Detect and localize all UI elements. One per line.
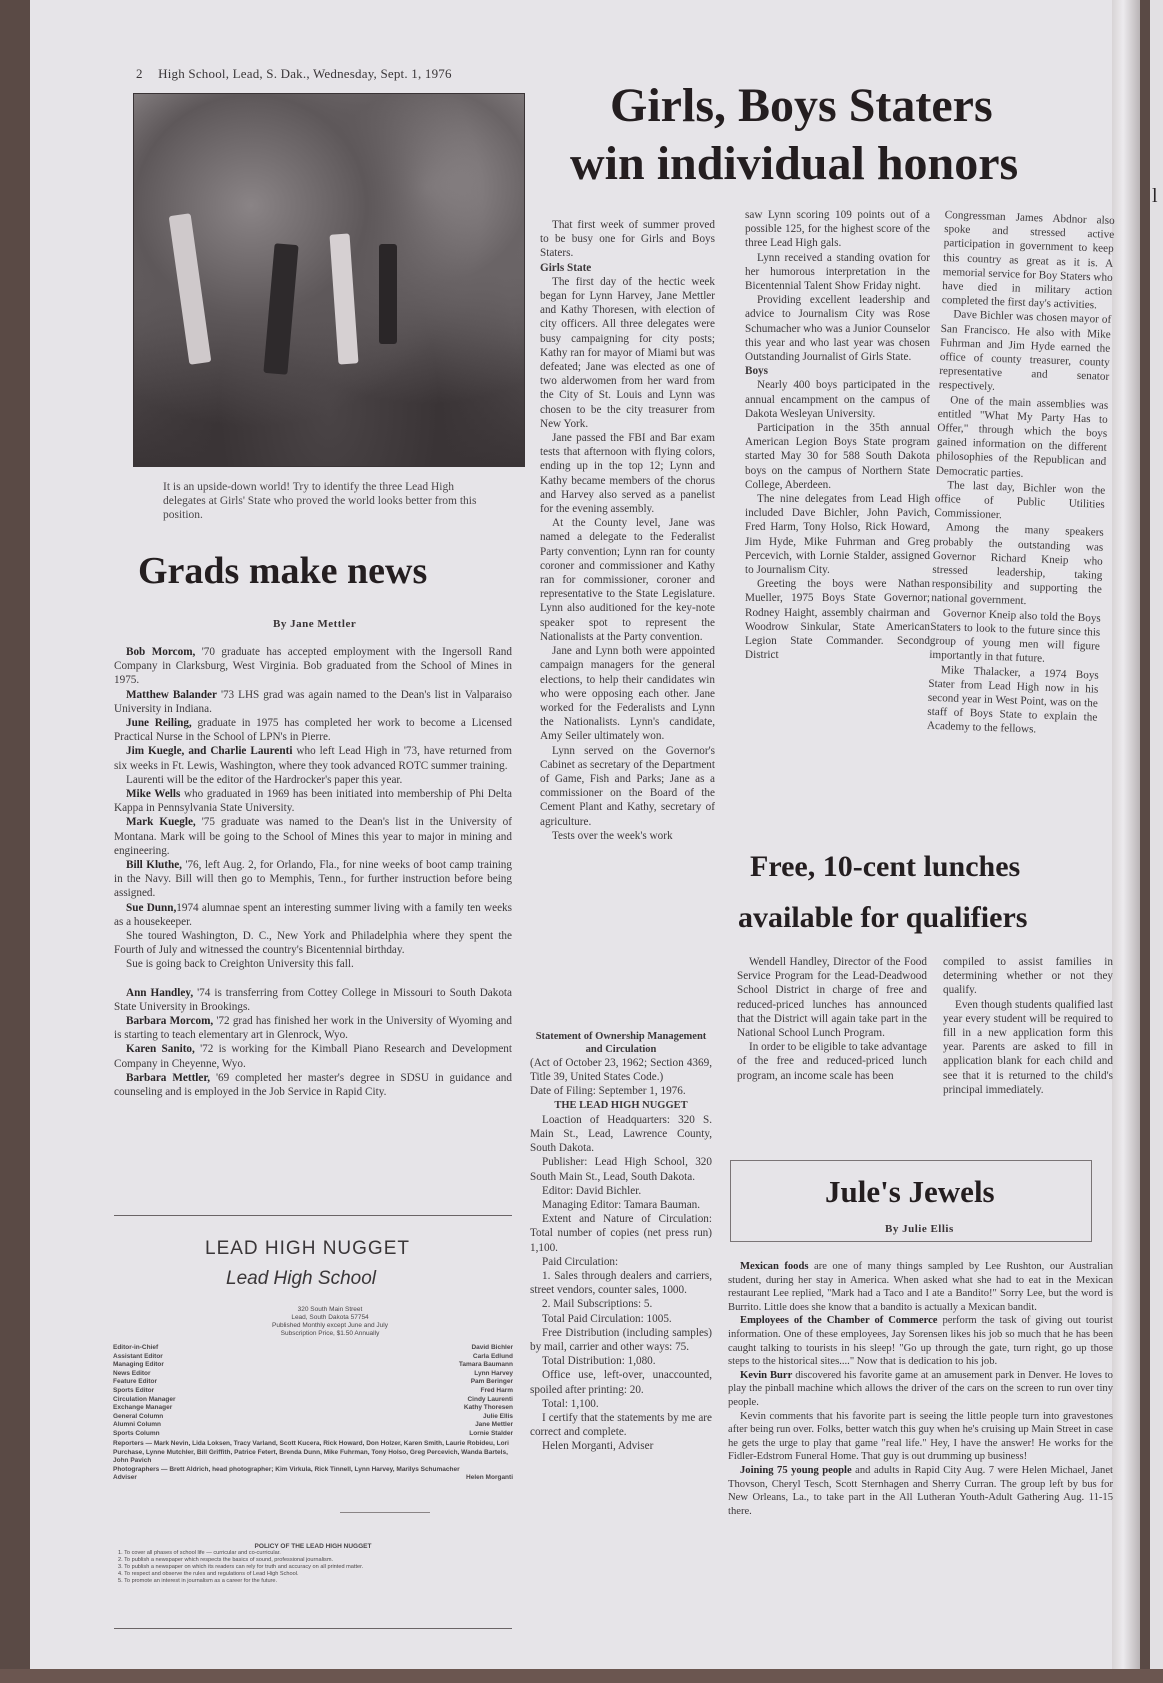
staff-row: General Column Julie Ellis (113, 1412, 513, 1420)
staters-column-2: saw Lynn scoring 109 points out of a possible 125, for the highest score of the three Lead High gals. Lynn received a standing ovation for her humorous interpretation in the Bicentennial Talent Show Friday night. Providing excellent leadership and advice to Journalism City was Rose Schumacher who was a Junior Counselor this year and who last year was chosen Outstanding Journalist of Girls State. Boys Nearly 400 boys participated in the annual encampment on the campus of Dakota Wesleyan University. Participation in the 35th annual American Legion Boys State program started May 30 for 588 South Dakota boys on the campus of Northern State College, Aberdeen. The nine delegates from Lead High included Dave Bichler, John Pavich, Fred Harm, Tony Holso, Rick Howard, Jim Hyde, Mike Fuhrman and Greg Percevich, with Lornie Stalder, assigned to Journalism City. Greeting the boys were Nathan Mueller, 1975 Boys State Governor; Rodney Haight, assembly chairman and Woodrow Sinkular, State American Legion State Commander. Second District (745, 209, 930, 662)
grads-byline: By Jane Mettler (273, 618, 357, 630)
jewels-paragraph: Joining 75 young people and adults in Rapid City Aug. 7 were Helen Michael, Janet Thovson, Cheryl Tesch, Scott Sternhagen and Sherry Curran. The group left by bus for New Orleans, La., to take part in the All Lutheran Youth-Adult Gathering Aug. 11-15 there. (728, 1464, 1113, 1517)
jewels-paragraph: Mexican foods are one of many things sampled by Lee Rushton, our Australian student, during her stay in America. When asked what she had to eat in the Mexican restaurant Lee replied, "Mark had a Taco and I ate a Bandito!" Sorry Lee, but the word is Burrito. Little does she know that a bandito is actually a Mexican bandit. (728, 1261, 1113, 1313)
staff-row: Circulation Manager Cindy Laurenti (113, 1395, 513, 1403)
staff-row: Managing Editor Tamara Baumann (113, 1361, 513, 1369)
grads-paragraph: Ann Handley, '74 is transferring from Cottey College in Missouri to South Dakota State University in Brookings. (114, 986, 512, 1013)
jewels-article-body (728, 1260, 1113, 1518)
masthead-address: 320 South Main Street Lead, South Dakota 57754 Published Monthly except June and July Subscription Price, $1.50 Annually (272, 1306, 388, 1337)
grads-paragraph: Bill Kluthe, '76, left Aug. 2, for Orlando, Fla., for nine weeks of boot camp training in the Navy. Bill will then go to Memphis, Tenn., for further instruction before being assigned. (114, 859, 512, 900)
grads-paragraph: Bob Morcom, '70 graduate has accepted employment with the Ingersoll Rand Company in Clarksburg, West Virginia. Bob graduated from the School of Mines in 1975. (114, 646, 512, 687)
staff-row: Exchange Manager Kathy Thoresen (113, 1404, 513, 1412)
masthead-title: LEAD HIGH NUGGET (205, 1238, 410, 1259)
newspaper-policy: POLICY OF THE LEAD HIGH NUGGET 1. To cover all phases of school life — curricular and co-curricular. 2. To publish a newspaper which respects the basics of sound, professional journalism. 3. To publish a newspaper on which its readers can rely for truth and accuracy on all printed matter. 4. To respect and observe the rules and regulations of Lead High School. 5. To promote an interest in journalism as a career for the future. (118, 1543, 372, 1584)
staff-row: Editor-in-Chief David Bichler (113, 1344, 513, 1351)
lunches-headline-line1: Free, 10-cent lunches (750, 850, 1021, 883)
reporters-list: Reporters — Mark Nevin, Lida Loksen, Tracy Varland, Scott Kucera, Rick Howard, Don Holzer, Karen Smith, Laurie Robideu, Lori Purchase, Lynne Mutchler, Bill Griffith, Patrice Fetert, Brenda Dunn, Mike Fuhrman, Tony Holso, Greg Percevich, Wanda Bartels, John Pavich Photographers — Brett Aldrich, head photographer; Kim Virkula, Rick Tinnell, Lynn Harvey, Marilys Schumacher Adviser Helen Morganti (113, 1440, 513, 1482)
staff-row: Feature Editor Pam Beringer (113, 1378, 513, 1386)
grads-paragraph: Karen Sanito, '72 is working for the Kimball Piano Research and Development Company in Cheyenne, Wyo. (114, 1043, 513, 1070)
photo-upside-down-delegates (133, 93, 525, 467)
lunches-column-2: compiled to assist families in determining whether or not they qualify. Even though students qualified last year every student will be required to fill in a new application form this year. Parents are asked to fill in application blank for each child and see that it is returned to the child's principal immediately. (943, 956, 1113, 1096)
masthead-subtitle: Lead High School (226, 1268, 376, 1289)
binding-edge (0, 1669, 1163, 1683)
staff-row: Assistant Editor Carla Edlund (113, 1352, 513, 1360)
staff-row: Sports Column Lornie Stalder (113, 1429, 513, 1437)
photo-caption: It is an upside-down world! Try to identify the three Lead High delegates at Girls' State who proved the world looks better from this position. (163, 481, 477, 521)
grads-article-body (114, 645, 512, 1099)
grads-paragraph: Sue Dunn,1974 alumnae spent an interesting summer living with a family ten weeks as a housekeeper. (114, 901, 512, 928)
section-divider (114, 1215, 512, 1216)
page-number: 2 (136, 66, 143, 81)
folio-text: High School, Lead, S. Dak., Wednesday, Sept. 1, 1976 (158, 66, 452, 81)
main-headline-line1: Girls, Boys Staters (610, 79, 993, 132)
staters-column-1: That first week of summer proved to be busy one for Girls and Boys Staters. Girls State The first day of the hectic week began for Lynn Harvey, Jane Mettler and Kathy Thoresen, with election of city officers. All three delegates were busy campaigning for city posts; Kathy ran for mayor of Miami but was defeated; Jane was elected as one of two alderwomen from her ward from the City of St. Louis and Lynn was chosen to be the city treasurer from New York. Jane passed the FBI and Bar exam tests that afternoon with flying colors, ending up in the top 12; Lynn and Kathy became members of the chorus and Harvey also served as a panelist for the evening assembly. At the County level, Jane was named a delegate to the Federalist Party convention; Lynn ran for county coroner and commissioner and Kathy ran for commissioner, coroner and representative to the State Legislature. Lynn also auditioned for the key-note speaker spot to represent the Nationalists at the Party convention. Jane and Lynn both were appointed campaign managers for the general elections, to help their candidates win who were opposing each other. Jane worked for the Federalists and Lynn the Nationalists. Lynn's candidate, Amy Seiler ultimately won. Lynn served on the Governor's Cabinet as secretary of the Department of Game, Fish and Parks; Jane as a commissioner on the Board of the Cement Plant and Kathy, secretary of agriculture. Tests over the week's work (540, 219, 715, 842)
lunches-column-1: Wendell Handley, Director of the Food Service Program for the Lead-Deadwood School District in charge of free and reduced-priced lunches has announced that the District will again take part in the National School Lunch Program. In order to be eligible to take advantage of the free and reduced-priced lunch program, an income scale has been (737, 956, 927, 1082)
statement-of-ownership: Statement of Ownership Management and Circulation (Act of October 23, 1962; Section 4369, Title 39, United States Code.) Date of Filing: September 1, 1976. THE LEAD HIGH NUGGET Loaction of Headquarters: 320 S. Main St., Lead, Lawrence County, South Dakota. Publisher: Lead High School, 320 South Main St., Lead, South Dakota. Editor: David Bichler. Managing Editor: Tamara Bauman. Extent and Nature of Circulation: Total number of copies (net press run) 1,100. Paid Circulation: 1. Sales through dealers and carriers, street vendors, counter sales, 1000. 2. Mail Subscriptions: 5. Total Paid Circulation: 1005. Free Distribution (including samples) by mail, carrier and other ways: 75. Total Distribution: 1,080. Office use, left-over, unaccounted, spoiled after printing: 20. Total: 1,100. I certify that the statements by me are correct and complete. Helen Morganti, Adviser (530, 1031, 712, 1453)
grads-paragraph: Sue is going back to Creighton University this fall. (126, 958, 354, 971)
grads-paragraph: Mark Kuegle, '75 graduate was named to the Dean's list in the University of Montana. Mark will be going to the School of Mines this year to major in mining and engineering. (114, 816, 512, 857)
main-headline-line2: win individual honors (570, 137, 1019, 190)
grads-paragraph: Barbara Mettler, '69 completed her master's degree in SDSU in guidance and counseling and is employed in the Job Service in Rapid City. (114, 1071, 512, 1099)
grads-paragraph: Laurenti will be the editor of the Hardrocker's paper this year. (126, 773, 403, 786)
lunches-headline-line2: available for qualifiers (738, 901, 1028, 934)
grads-paragraph: Barbara Morcom, '72 grad has finished her work in the University of Wyoming and is starting to teach elementary art in Glenrock, Wyo. (114, 1015, 512, 1042)
grads-paragraph: Mike Wells who graduated in 1969 has been initiated into membership of Phi Delta Kappa in Pennsylvania State University. (114, 788, 512, 815)
staff-row: Alumni Column Jane Mettler (113, 1421, 513, 1429)
adjacent-page-edge: l (1150, 0, 1163, 1683)
folio-line (136, 66, 452, 82)
jewels-paragraph: Employees of the Chamber of Commerce perform the task of giving out tourist information. One of these employees, Jay Sorensen likes his job so much that he has been caught talking to tourists in his sleep! "Go up through the gate, turn right, go up those steps to the historical sites...." Now that is dedication to his job. (728, 1315, 1113, 1368)
page-gutter (1112, 0, 1140, 1683)
bottom-divider (114, 1628, 512, 1629)
signature-line (340, 1512, 430, 1513)
grads-paragraph: Matthew Balander '73 LHS grad was again named to the Dean's list in Valparaiso University in Indiana. (114, 688, 512, 715)
staff-row: Sports Editor Fred Harm (113, 1386, 513, 1394)
grads-headline: Grads make news (138, 550, 428, 592)
grads-paragraph: June Reiling, graduate in 1975 has completed her work to become a Licensed Practical Nurse in the School of LPN's in Pierre. (114, 717, 512, 744)
jewels-headline: Jule's Jewels (825, 1174, 995, 1209)
grads-paragraph: Jim Kuegle, and Charlie Laurenti who left Lead High in '73, have returned from six weeks in Ft. Lewis, Washington, where they took advanced ROTC summer training. (114, 745, 512, 772)
jewels-byline: By Julie Ellis (885, 1223, 954, 1235)
grads-paragraph: She toured Washington, D. C., New York and Philadelphia where they spent the Fourth of July and witnessed the country's Bicentennial birthday. (114, 930, 512, 957)
staff-list (113, 1344, 513, 1439)
staters-column-3: Congressman James Abdnor also spoke and stressed active participation in government to keep this country as great as it is. A memorial service for Boy Staters who have died in military action completed the first day's activities. Dave Bichler was chosen mayor of San Francisco. He also with Mike Fuhrman and Jim Hyde earned the office of county treasurer, county representative and senator respectively. One of the main assemblies was entitled "What My Party Has to Offer," through which the boys gained information on the different philosophies of the Republican and Democratic parties. The last day, Bichler won the office of Public Utilities Commissioner. Among the many speakers probably the outstanding was Governor Richard Kneip who stressed leadership, taking responsibility and supporting the national government. Governor Kneip also told the Boys Staters to look to the future since this group of young men will figure importantly in that future. Mike Thalacker, a 1974 Boys Stater from Lead High now in his second year in West Point, was on the staff of Boys State to explain the Academy to the fellows. (926, 208, 1115, 736)
statement-title: Statement of Ownership Management and Circulation (535, 1031, 707, 1055)
staff-row: News Editor Lynn Harvey (113, 1369, 513, 1377)
jewels-paragraph: Kevin comments that his favorite part is seeing the little people turn into gravestones after being run over. Folks, better watch this guy when he's cruising up Main Street in case he gets the urge to play that game "real life." Hey, I have the answer! He works for the Fidler-Edstrom Funeral Home. That guy is out drumming up business! (728, 1410, 1113, 1463)
jewels-paragraph: Kevin Burr discovered his favorite game at an amusement park in Denver. He loves to play the pinball machine which allows the driver of the cars on the screen to run over tiny people. (728, 1369, 1113, 1408)
